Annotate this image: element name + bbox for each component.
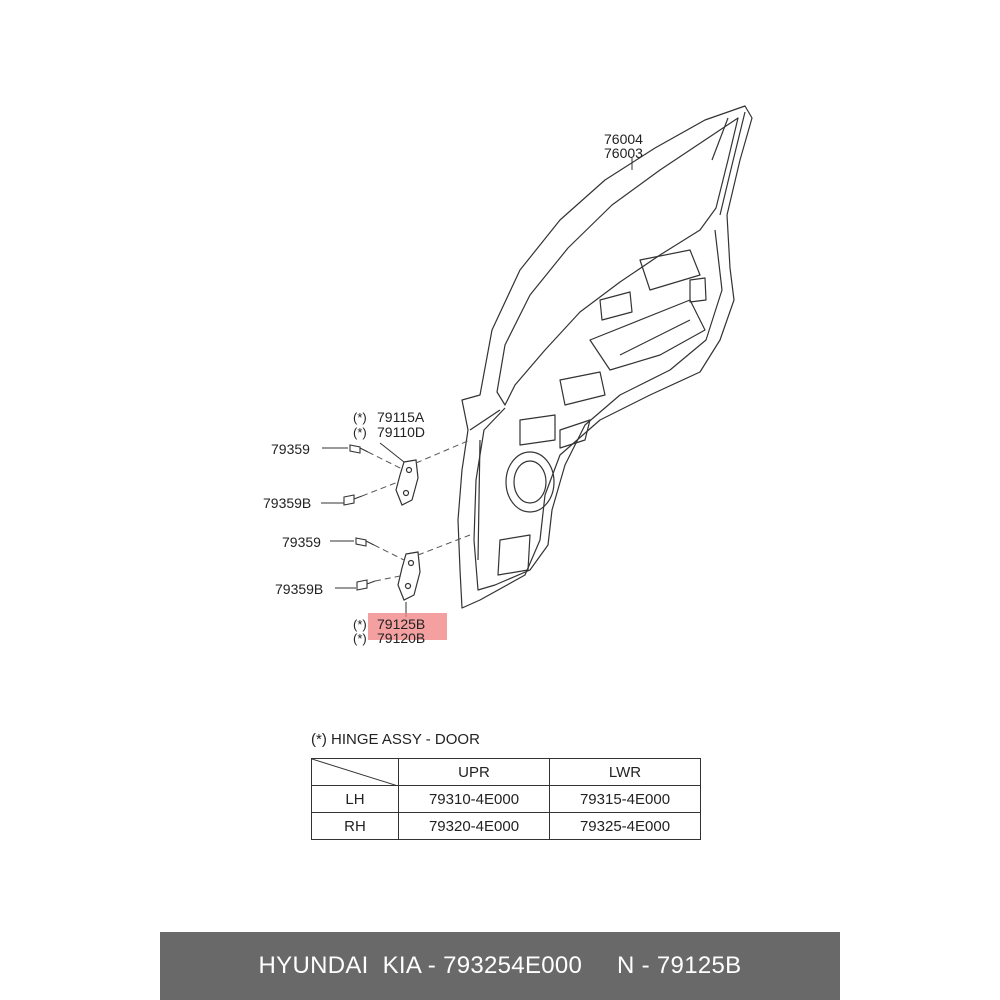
label-79125b: 79125B xyxy=(377,616,426,632)
row-header-rh: RH xyxy=(312,813,399,840)
asterisk-marker-79125b: (*) xyxy=(353,617,367,632)
upper-hinge-drawing xyxy=(396,460,418,505)
column-header-upr: UPR xyxy=(399,759,550,786)
asterisk-marker-79115a: (*) xyxy=(353,410,367,425)
leader-lines xyxy=(321,158,632,617)
table-header-row xyxy=(312,759,701,786)
table-row xyxy=(312,786,701,813)
label-79359b-lower: 79359B xyxy=(275,581,324,597)
label-79359-lower: 79359 xyxy=(282,534,321,550)
table-corner-cell xyxy=(312,759,399,786)
asterisk-marker-79120b: (*) xyxy=(353,631,367,646)
label-79359-upper: 79359 xyxy=(271,441,310,457)
footer-part-number: HYUNDAI KIA - 793254E000 N - 79125B xyxy=(258,952,742,979)
label-79359b-upper: 79359B xyxy=(263,495,312,511)
asterisk-marker-79110d: (*) xyxy=(353,425,367,440)
footer-bar xyxy=(160,932,840,1000)
bolt-drawings xyxy=(344,445,375,590)
label-79120b: 79120B xyxy=(377,630,426,646)
table-cell-lh-upr: 79310-4E000 xyxy=(399,786,550,813)
corner-diagonal xyxy=(312,759,398,786)
hinge-table-title: (*) HINGE ASSY - DOOR xyxy=(311,731,480,748)
label-79115a: 79115A xyxy=(377,409,425,425)
row-header-lh: LH xyxy=(312,786,399,813)
column-header-lwr: LWR xyxy=(550,759,701,786)
table-cell-rh-lwr: 79325-4E000 xyxy=(550,813,701,840)
hinge-assy-table xyxy=(311,758,701,840)
door-assembly-drawing xyxy=(458,106,752,608)
table-cell-lh-lwr: 79315-4E000 xyxy=(550,786,701,813)
table-row xyxy=(312,813,701,840)
label-79110d: 79110D xyxy=(377,424,426,440)
label-76004: 76004 xyxy=(604,131,643,147)
label-76003: 76003 xyxy=(604,145,643,161)
table-cell-rh-upr: 79320-4E000 xyxy=(399,813,550,840)
